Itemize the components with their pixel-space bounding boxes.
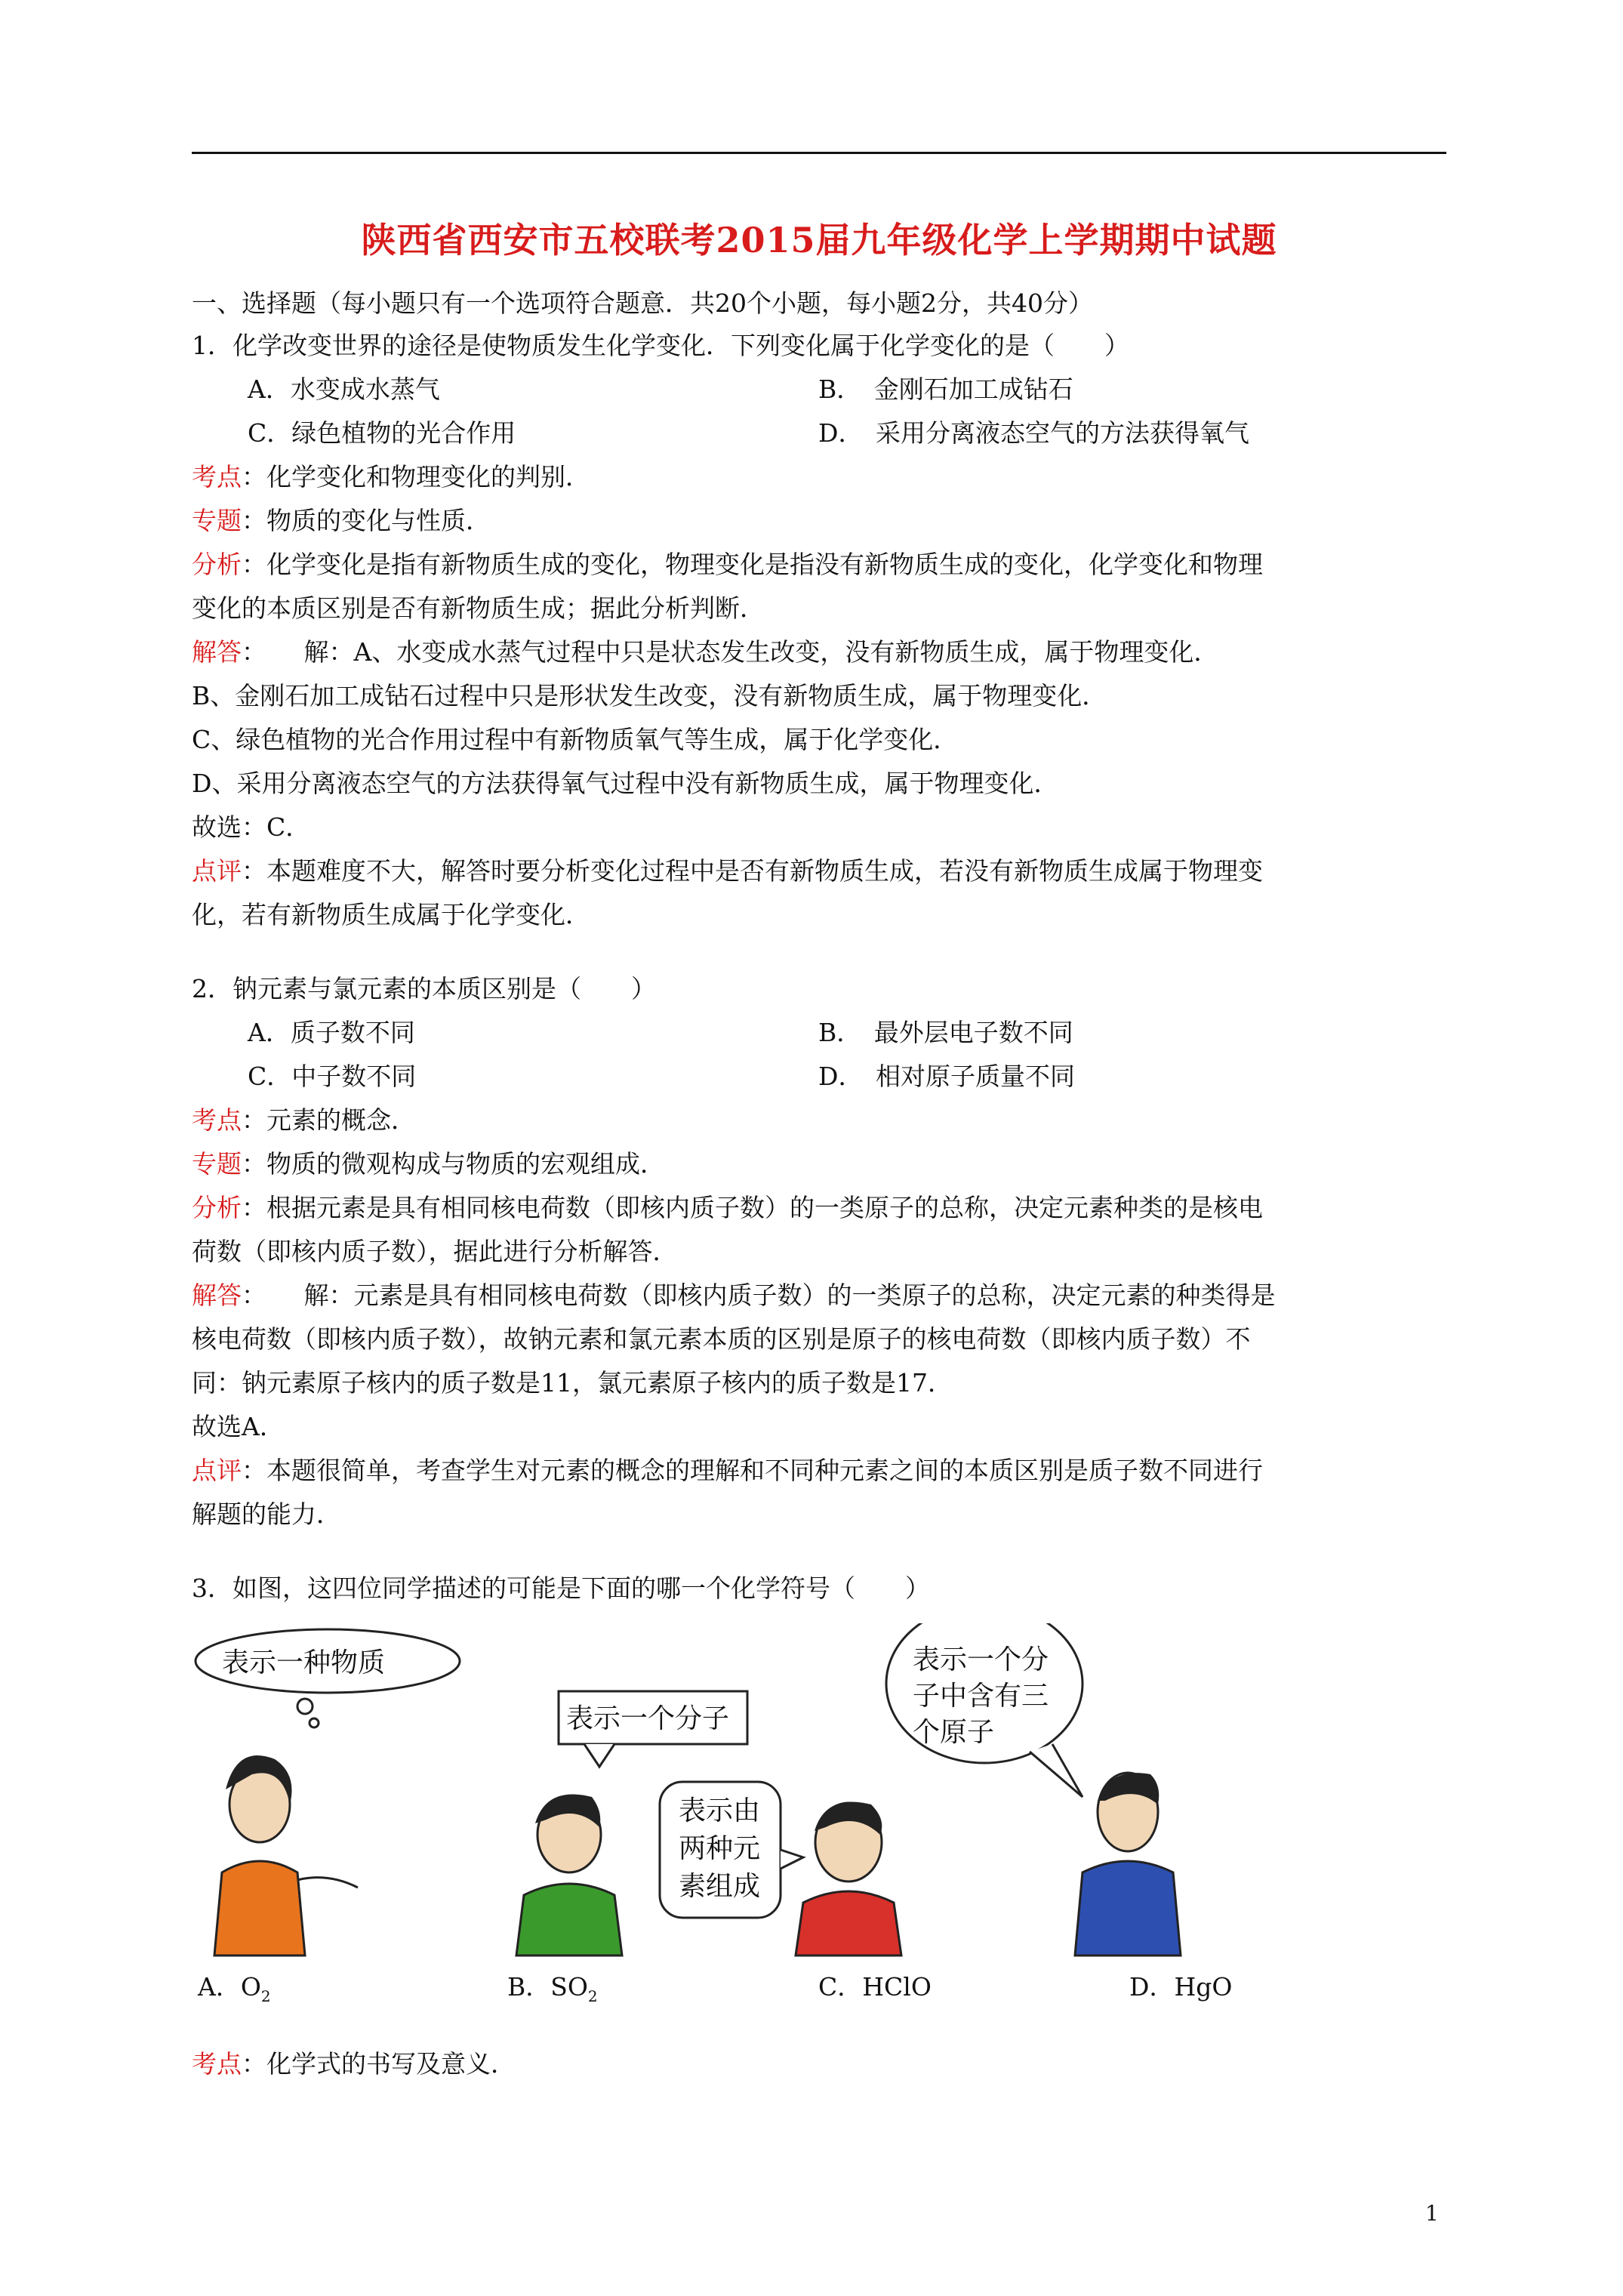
q1-option-d: D． 采用分离液态空气的方法获得氧气 bbox=[818, 418, 1249, 448]
q1-jieda-line1: 解答： 解：A、水变成水蒸气过程中只是状态发生改变，没有新物质生成，属于物理变化． bbox=[192, 637, 1219, 667]
q2-kaodian: 考点：元素的概念． bbox=[192, 1105, 416, 1135]
q3-option-c: C．HClO bbox=[818, 1972, 932, 2002]
boy-red-shirt bbox=[660, 1782, 901, 1955]
q2-fenxi-line2: 荷数（即核内质子数），据此进行分析解答． bbox=[192, 1237, 678, 1266]
fenxi-label: 分析 bbox=[192, 550, 242, 579]
q1-fenxi-line1: 分析：化学变化是指有新物质生成的变化，物理变化是指没有新物质生成的变化，化学变化和物理 bbox=[192, 550, 1263, 579]
q1-jieda-line3: C、绿色植物的光合作用过程中有新物质氧气等生成，属于化学变化． bbox=[192, 725, 959, 754]
q1-jieda-line4: D、采用分离液态空气的方法获得氧气过程中没有新物质生成，属于物理变化． bbox=[192, 769, 1059, 798]
kaodian-label: 考点 bbox=[192, 462, 242, 492]
jieda-label: 解答 bbox=[192, 637, 242, 667]
man-blue-shirt bbox=[886, 1623, 1181, 1955]
q3-kaodian: 考点：化学式的书写及意义． bbox=[192, 2049, 516, 2079]
q1-stem: 1．化学改变世界的途径是使物质发生化学变化．下列变化属于化学变化的是（ ） bbox=[192, 331, 1129, 360]
q2-option-d: D． 相对原子质量不同 bbox=[818, 1062, 1075, 1091]
q1-jieda-line2: B、金刚石加工成钻石过程中只是形状发生改变，没有新物质生成，属于物理变化． bbox=[192, 681, 1107, 710]
dianping-label: 点评 bbox=[192, 1456, 242, 1485]
q2-zhuanti: 专题：物质的微观构成与物质的宏观组成． bbox=[192, 1149, 665, 1179]
zhuanti-label: 专题 bbox=[192, 1149, 242, 1179]
q2-dianping-line1: 点评：本题很简单，考查学生对元素的概念的理解和不同种元素之间的本质区别是质子数不同进行 bbox=[192, 1456, 1263, 1485]
girl-student bbox=[196, 1629, 460, 1955]
bubble-2-text: 表示一个分子 bbox=[566, 1703, 730, 1734]
section-heading: 一、选择题（每小题只有一个选项符合题意．共20个小题，每小题2分，共40分） bbox=[192, 288, 1093, 318]
bubble-3-line3: 素组成 bbox=[679, 1871, 761, 1902]
bubble-3-line2: 两种元 bbox=[679, 1833, 761, 1864]
q2-fenxi-line1: 分析：根据元素是具有相同核电荷数（即核内质子数）的一类原子的总称，决定元素种类的是核电 bbox=[192, 1193, 1263, 1222]
page-number: 1 bbox=[1425, 2201, 1439, 2226]
q1-kaodian: 考点：化学变化和物理变化的判别． bbox=[192, 462, 590, 492]
dianping-label: 点评 bbox=[192, 856, 242, 886]
q1-zhuanti: 专题：物质的变化与性质． bbox=[192, 506, 491, 535]
q2-jieda-line3: 同：钠元素原子核内的质子数是11，氯元素原子核内的质子数是17． bbox=[192, 1368, 953, 1398]
bubble-1-text: 表示一种物质 bbox=[222, 1647, 386, 1678]
q2-stem: 2．钠元素与氯元素的本质区别是（ ） bbox=[192, 974, 656, 1003]
q1-answer: 故选：C． bbox=[192, 812, 311, 842]
q2-option-a: A．质子数不同 bbox=[248, 1018, 415, 1047]
bubble-4-line1: 表示一个分 bbox=[913, 1644, 1049, 1675]
page-title: 陕西省西安市五校联考2015届九年级化学上学期期中试题 bbox=[361, 220, 1277, 260]
q1-dianping-line1: 点评：本题难度不大，解答时要分析变化过程中是否有新物质生成，若没有新物质生成属于物理变 bbox=[192, 856, 1263, 886]
q3-option-a: A．$O_2$ bbox=[198, 1972, 271, 2005]
fenxi-label: 分析 bbox=[192, 1193, 242, 1222]
q2-dianping-line2: 解题的能力． bbox=[192, 1499, 341, 1529]
q2-jieda-line2: 核电荷数（即核内质子数），故钠元素和氯元素本质的区别是原子的核电荷数（即核内质子数）不 bbox=[192, 1324, 1251, 1354]
q2-jieda-line1: 解答： 解：元素是具有相同核电荷数（即核内质子数）的一类原子的总称，决定元素的种类得是 bbox=[192, 1281, 1276, 1310]
four-students-illustration bbox=[192, 1623, 1271, 1971]
q3-option-b: B．$SO_2$ bbox=[507, 1972, 598, 2005]
q2-answer: 故选A． bbox=[192, 1412, 285, 1441]
q3-option-d: D．HgO bbox=[1129, 1972, 1233, 2002]
q2-option-c: C．中子数不同 bbox=[248, 1062, 417, 1091]
zhuanti-label: 专题 bbox=[192, 506, 242, 535]
q1-fenxi-line2: 变化的本质区别是否有新物质生成；据此分析判断． bbox=[192, 593, 765, 623]
q1-option-a: A．水变成水蒸气 bbox=[248, 374, 440, 404]
q3-stem: 3．如图，这四位同学描述的可能是下面的哪一个化学符号（ ） bbox=[192, 1573, 930, 1603]
q2-option-b: B． 最外层电子数不同 bbox=[818, 1018, 1073, 1047]
kaodian-label: 考点 bbox=[192, 1105, 242, 1135]
kaodian-label: 考点 bbox=[192, 2049, 242, 2079]
bubble-3-line1: 表示由 bbox=[679, 1795, 761, 1826]
q1-option-c: C．绿色植物的光合作用 bbox=[248, 418, 516, 448]
q1-dianping-line2: 化，若有新物质生成属于化学变化． bbox=[192, 900, 590, 929]
header-rule bbox=[192, 152, 1446, 154]
jieda-label: 解答 bbox=[192, 1281, 242, 1310]
q1-option-b: B． 金刚石加工成钻石 bbox=[818, 374, 1073, 404]
bubble-4-line2: 子中含有三 bbox=[913, 1681, 1049, 1712]
bubble-4-line3: 个原子 bbox=[913, 1717, 995, 1748]
